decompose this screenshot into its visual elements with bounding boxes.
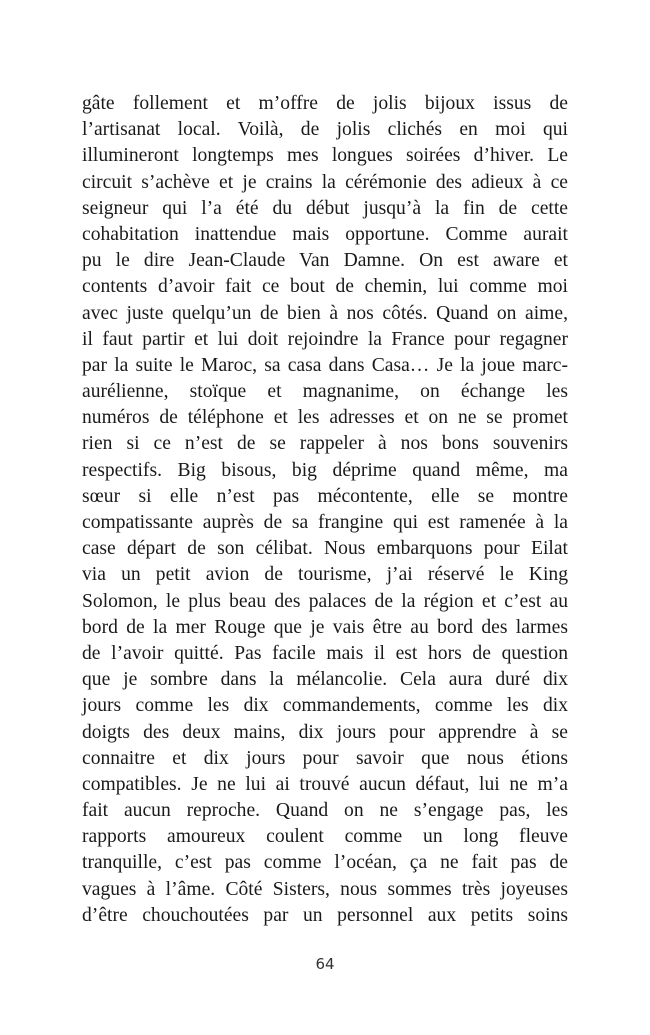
text-line: bord de la mer Rouge que je vais être au bord des larmes	[82, 616, 568, 638]
text-line: contents d’avoir fait ce bout de chemin, lui comme moi	[82, 276, 568, 298]
text-line: il faut partir et lui doit rejoindre la France pour regagner	[82, 328, 568, 350]
text-line: doigts des deux mains, dix jours pour apprendre à se	[82, 721, 568, 743]
text-line: case départ de son célibat. Nous embarquons pour Eilat	[82, 538, 568, 560]
text-line: avec juste quelqu’un de bien à nos côtés. Quand on aime,	[82, 302, 568, 324]
text-line: l’artisanat local. Voilà, de jolis clichés en moi qui	[82, 119, 568, 141]
text-line: pu le dire Jean-Claude Van Damne. On est aware et	[82, 250, 568, 272]
text-line: vagues à l’âme. Côté Sisters, nous sommes très joyeuses	[82, 878, 568, 900]
text-line: rien si ce n’est de se rappeler à nos bons souvenirs	[82, 433, 568, 455]
text-line: aurélienne, stoïque et magnanime, on échange les	[82, 381, 568, 403]
text-line: tranquille, c’est pas comme l’océan, ça ne fait pas de	[82, 852, 568, 874]
text-line: jours comme les dix commandements, comme les dix	[82, 695, 568, 717]
text-line: numéros de téléphone et les adresses et on ne se promet	[82, 407, 568, 429]
text-line: de l’avoir quitté. Pas facile mais il est hors de question	[82, 642, 568, 664]
text-line: cohabitation inattendue mais opportune. Comme aurait	[82, 223, 568, 245]
text-line: circuit s’achève et je crains la cérémonie des adieux à ce	[82, 171, 568, 193]
text-line: par la suite le Maroc, sa casa dans Casa… Je la joue marc-	[82, 354, 568, 376]
text-line: seigneur qui l’a été du début jusqu’à la fin de cette	[82, 197, 568, 219]
text-line: sœur si elle n’est pas mécontente, elle se montre	[82, 485, 568, 507]
text-line: Solomon, le plus beau des palaces de la région et c’est au	[82, 590, 568, 612]
text-line: compatibles. Je ne lui ai trouvé aucun défaut, lui ne m’a	[82, 773, 568, 795]
text-line: fait aucun reproche. Quand on ne s’engage pas, les	[82, 800, 568, 822]
text-line: via un petit avion de tourisme, j’ai réservé le King	[82, 564, 568, 586]
text-line: connaitre et dix jours pour savoir que nous étions	[82, 747, 568, 769]
text-line: compatissante auprès de sa frangine qui est ramenée à la	[82, 512, 568, 533]
text-line: gâte follement et m’offre de jolis bijoux issus de	[82, 93, 568, 114]
text-line: respectifs. Big bisous, big déprime quand même, ma	[82, 459, 568, 481]
text-line: que je sombre dans la mélancolie. Cela aura duré dix	[82, 669, 568, 691]
text-line: d’être chouchoutées par un personnel aux petits soins	[82, 904, 568, 926]
page-number: 64	[315, 955, 335, 973]
text-line: illumineront longtemps mes longues soirées d’hiver. Le	[82, 145, 568, 167]
body-text	[82, 91, 568, 929]
text-line: rapports amoureux coulent comme un long fleuve	[82, 826, 568, 848]
